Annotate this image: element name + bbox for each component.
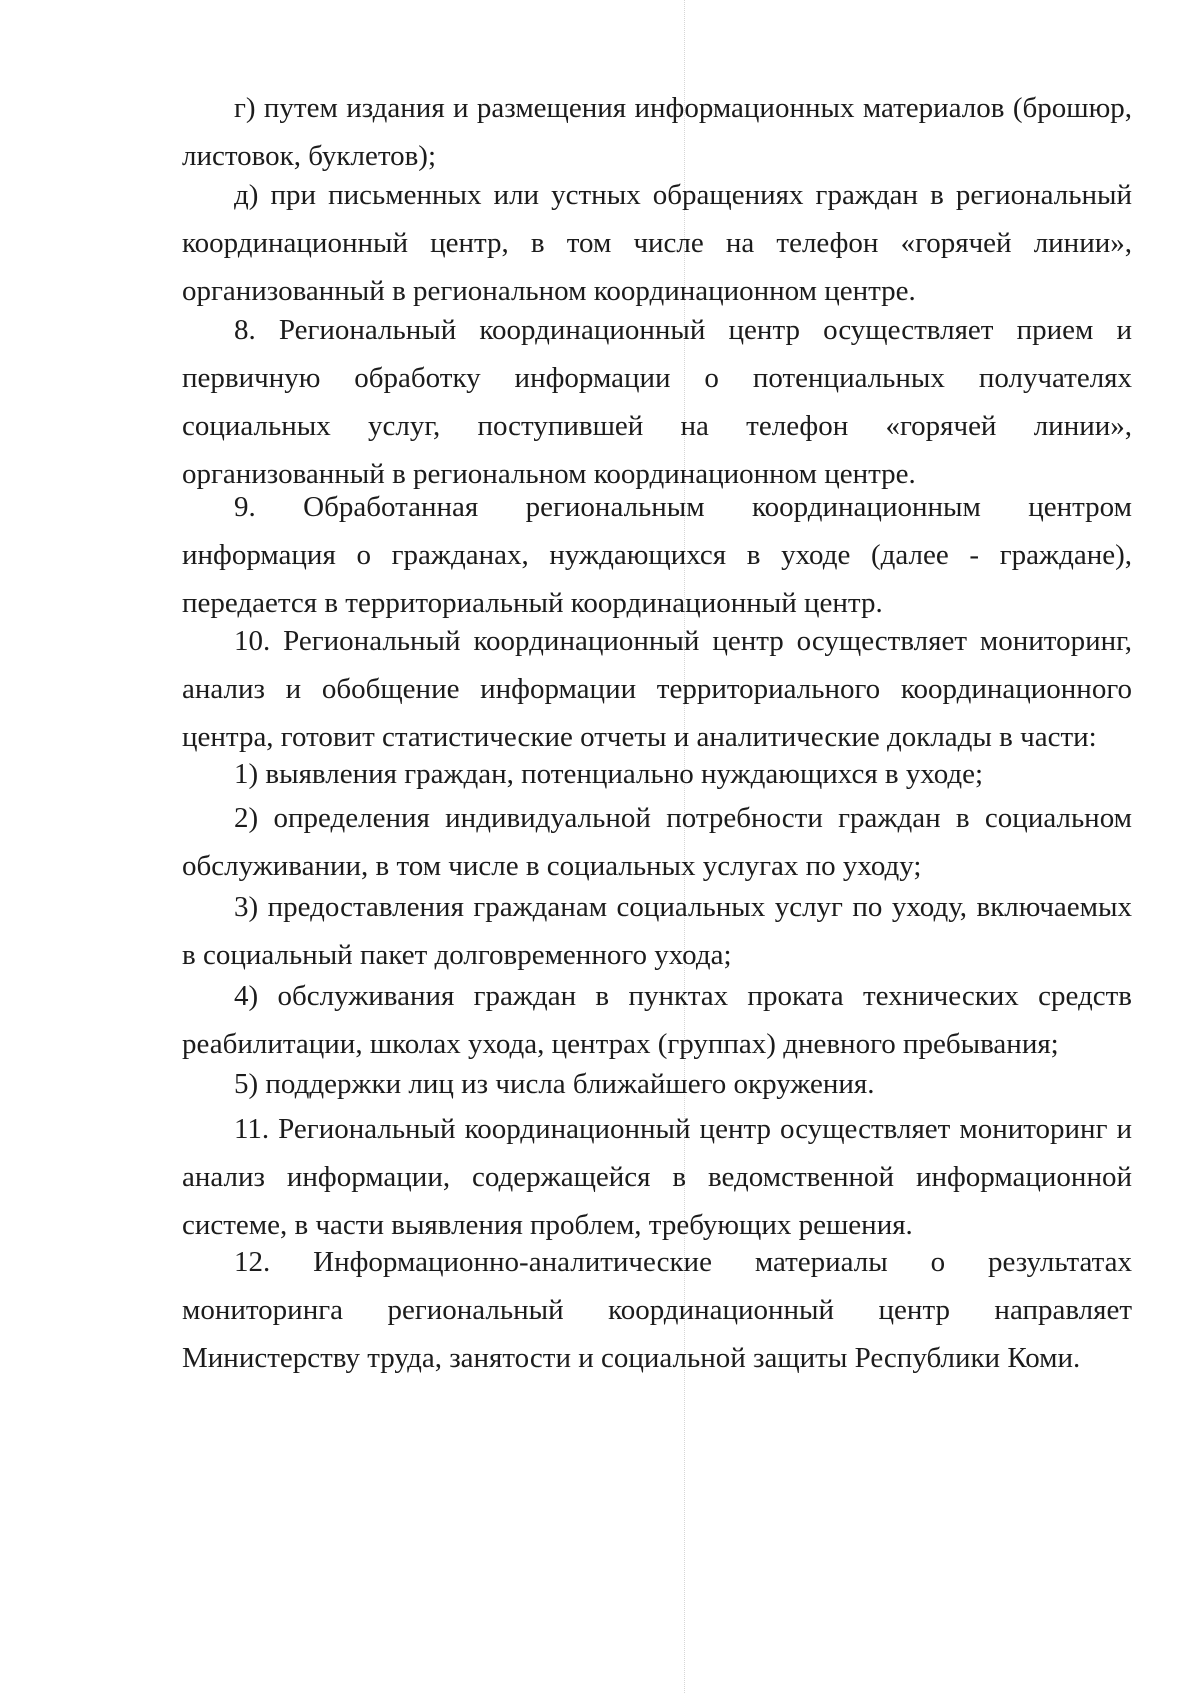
section-8-paragraph: 8. Региональный координационный центр осуществляет прием и первичную обработку информации о потенциальных получателях социальных услуг, поступившей на телефон «горячей линии», организованный в региональном координационном центре. xyxy=(182,314,1132,490)
list-item-5: 5) поддержки лиц из числа ближайшего окружения. xyxy=(234,1068,875,1100)
section-11-paragraph: 11. Региональный координационный центр осуществляет мониторинг и анализ информации, содержащейся в ведомственной информационной системе, в части выявления проблем, требующих решения. xyxy=(182,1113,1132,1241)
section-10-paragraph: 10. Региональный координационный центр осуществляет мониторинг, анализ и обобщение информации территориального координационного центра, готовит статистические отчеты и аналитические доклады в части: xyxy=(182,625,1132,753)
list-item-4: 4) обслуживания граждан в пунктах проката технических средств реабилитации, школах ухода, центрах (группах) дневного пребывания; xyxy=(182,980,1132,1060)
list-item-3: 3) предоставления гражданам социальных услуг по уходу, включаемых в социальный пакет долговременного ухода; xyxy=(182,891,1132,971)
section-12-paragraph: 12. Информационно-аналитические материалы о результатах мониторинга региональный координационный центр направляет Министерству труда, занятости и социальной защиты Республики Коми. xyxy=(182,1246,1132,1374)
list-item-1: 1) выявления граждан, потенциально нуждающихся в уходе; xyxy=(234,758,984,790)
list-item-g: г) путем издания и размещения информационных материалов (брошюр, листовок, буклетов); xyxy=(182,92,1132,172)
section-9-paragraph: 9. Обработанная региональным координационным центром информация о гражданах, нуждающихся в уходе (далее - граждане), передается в территориальный координационный центр. xyxy=(182,491,1132,619)
list-item-d: д) при письменных или устных обращениях граждан в региональный координационный центр, в том числе на телефон «горячей линии», организованный в региональном координационном центре. xyxy=(182,179,1132,307)
list-item-2: 2) определения индивидуальной потребности граждан в социальном обслуживании, в том числе в социальных услугах по уходу; xyxy=(182,802,1132,882)
